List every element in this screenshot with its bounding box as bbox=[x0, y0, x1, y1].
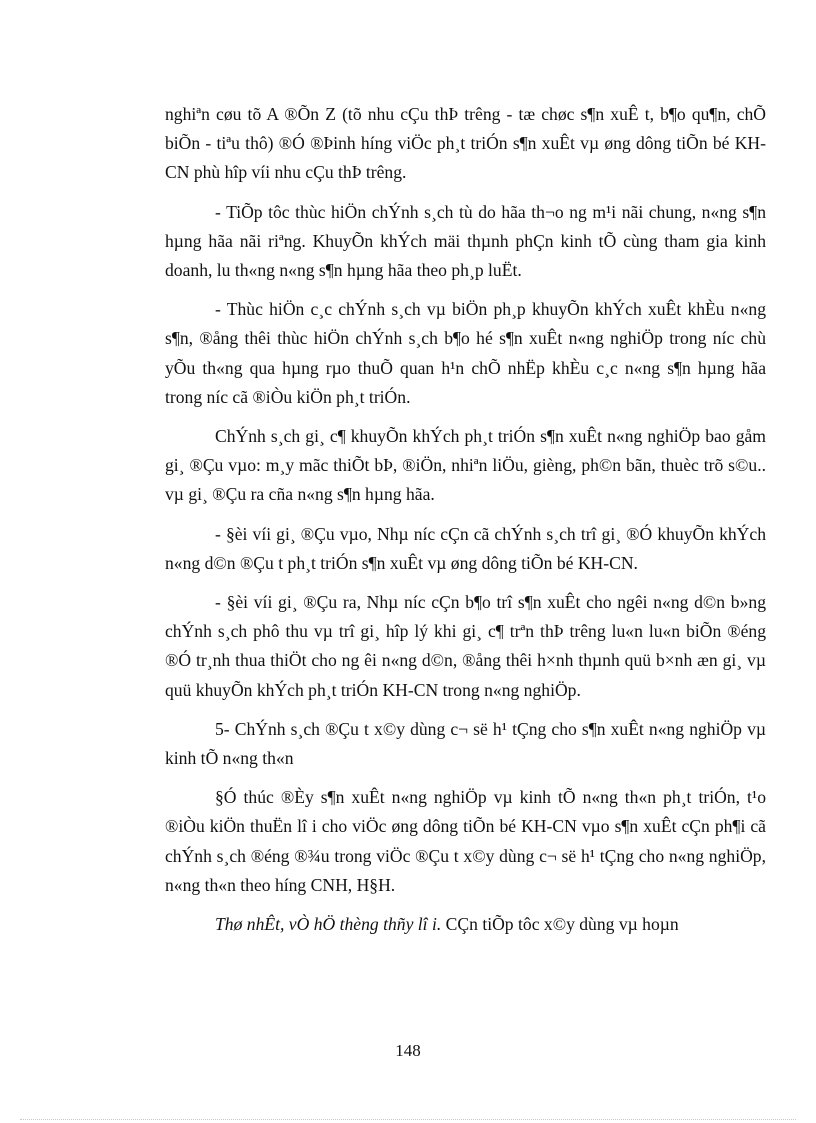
paragraph: - TiÕp tôc thùc hiÖn chÝnh s¸ch tù do hãa th¬o ng m¹i nãi chung, n«ng s¶n hµng hãa nãi riªng. KhuyÕn khÝch mäi thµnh phÇn kinh tÕ cùng tham gia kinh doanh, lu th«ng n«ng s¶n hµng hãa theo ph¸p luËt. bbox=[165, 201, 766, 281]
page-bottom-divider bbox=[20, 1119, 796, 1120]
lead-continuation: CÇn tiÕp tôc x©y dùng vµ hoµn bbox=[441, 914, 679, 935]
page-number: 148 bbox=[395, 1041, 421, 1060]
paragraph-last bbox=[165, 910, 766, 939]
paragraph: §Ó thúc ®Èy s¶n xuÊt n«ng nghiÖp vµ kinh tÕ n«ng th«n ph¸t triÓn, t¹o ®iÒu kiÖn thuËn lî i cho viÖc øng dông tiÕn bé KH-CN vµo s¶n xuÊt cÇn ph¶i cã chÝnh s¸ch ®éng ®¾u trong viÖc ®Çu t x©y dùng c¬ së h¹ tÇng cho n«ng nghiÖp, n«ng th«n theo híng CNH, H§H. bbox=[165, 787, 766, 895]
section-heading: 5- ChÝnh s¸ch ®Çu t x©y dùng c¬ së h¹ tÇng cho s¶n xuÊt n«ng nghiÖp vµ kinh tÕ n«ng th«n bbox=[165, 718, 766, 769]
paragraph: - §èi víi gi¸ ®Çu vµo, Nhµ níc cÇn cã chÝnh s¸ch trî gi¸ ®Ó khuyÕn khÝch n«ng d©n ®Çu t ph¸t triÓn s¶n xuÊt vµ øng dông tiÕn bé KH-CN. bbox=[165, 523, 766, 573]
italic-lead: Thø nhÊt, vÒ hÖ thèng thñy lî i. bbox=[215, 914, 442, 935]
paragraph: - §èi víi gi¸ ®Çu ra, Nhµ níc cÇn b¶o trî s¶n xuÊt cho ngêi n«ng d©n b»ng chÝnh s¸ch phô thu vµ trî gi¸ hîp lý khi gi¸ c¶ trªn thÞ trêng lu«n lu«n biÕn ®éng ®Ó tr¸nh thua thiÖt cho ng êi n«ng d©n, ®ång thêi h×nh thµnh quü b×nh æn gi¸ vµ quü khuyÕn khÝch ph¸t triÓn KH-CN trong n«ng nghiÖp. bbox=[165, 592, 766, 700]
paragraph: nghiªn cøu tõ A ®Õn Z (tõ nhu cÇu thÞ trêng - tæ chøc s¶n xuÊ t, b¶o qu¶n, chÕ biÕn - tiªu thô) ®Ó ®Þinh híng viÖc ph¸t triÓn s¶n xuÊt vµ øng dông tiÕn bé KH-CN phù hîp víi nhu cÇu thÞ trêng. bbox=[165, 104, 766, 183]
paragraph: - Thùc hiÖn c¸c chÝnh s¸ch vµ biÖn ph¸p khuyÕn khÝch xuÊt khÈu n«ng s¶n, ®ång thêi thùc hiÖn chÝnh s¸ch b¶o hé s¶n xuÊt n«ng nghiÖp trong níc chù yÕu th«ng qua hµng rµo thuÕ quan h¹n chÕ nhËp khÈu c¸c n«ng s¶n hµng hãa trong níc cã ®iÒu kiÖn ph¸t triÓn. bbox=[165, 299, 766, 407]
paragraph: ChÝnh s¸ch gi¸ c¶ khuyÕn khÝch ph¸t triÓn s¶n xuÊt n«ng nghiÖp bao gåm gi¸ ®Çu vµo: m¸y mãc thiÕt bÞ, ®iÖn, nhiªn liÖu, gièng, ph©n bãn, thuèc trõ s©u.. vµ gi¸ ®Çu ra cña n«ng s¶n hµng hãa. bbox=[165, 426, 766, 505]
body-text bbox=[165, 100, 766, 949]
